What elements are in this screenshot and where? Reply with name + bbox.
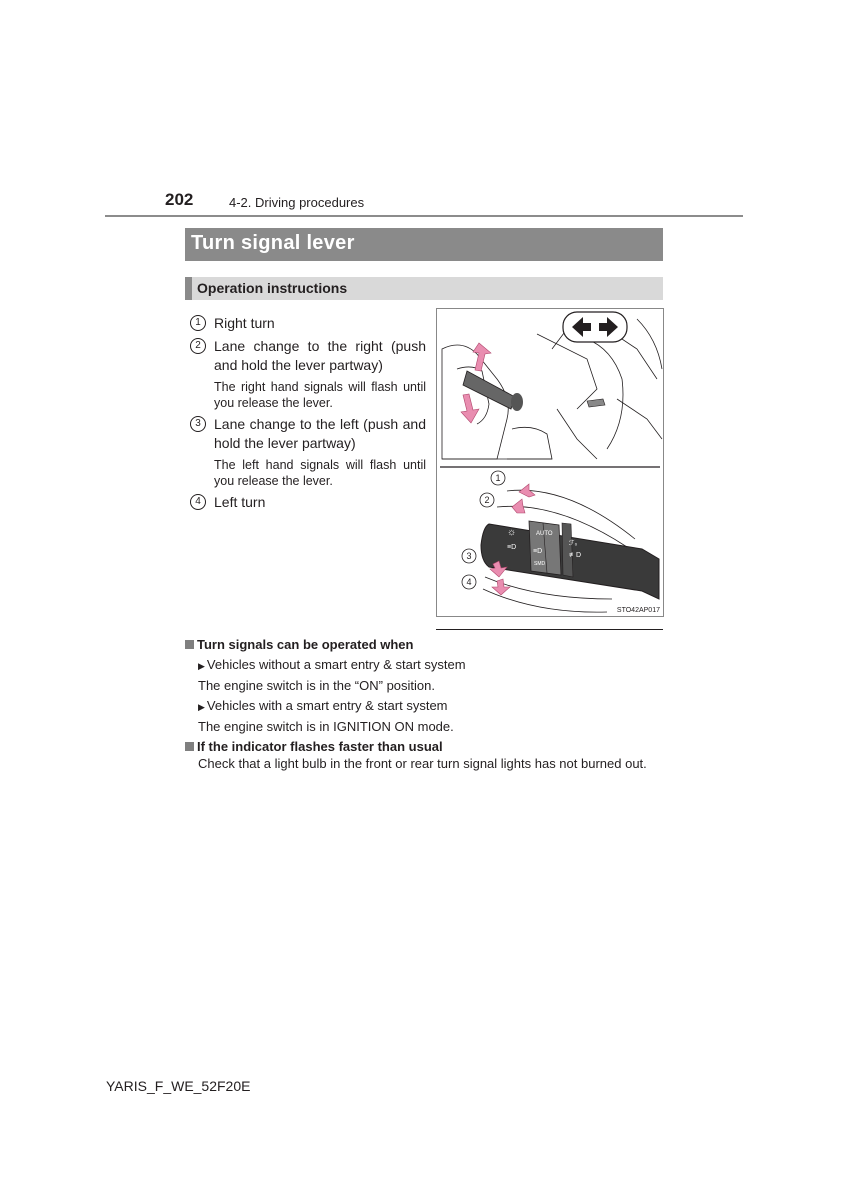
section-reference: 4-2. Driving procedures	[229, 195, 365, 210]
info-heading	[185, 635, 660, 655]
condition-text: The engine switch is in IGNITION ON mode.	[198, 719, 454, 734]
step-text: Lane change to the left (push and hold the lever partway)	[214, 416, 426, 451]
info-section	[185, 635, 660, 772]
step-text: Left turn	[214, 494, 266, 510]
callout-4: 4	[466, 577, 472, 587]
step-number: 4	[190, 494, 206, 510]
svg-text:ℱ₀: ℱ₀	[569, 540, 578, 547]
square-bullet-icon	[185, 640, 194, 649]
up-arrow-icon	[473, 343, 491, 371]
info-heading	[185, 737, 660, 757]
figure-divider	[436, 629, 663, 630]
condition-label: Vehicles without a smart entry & start system	[206, 656, 466, 672]
step-number: 2	[190, 338, 206, 354]
step-item	[190, 314, 426, 333]
info-heading-text: Turn signals can be operated when	[197, 637, 414, 652]
info-heading-text: If the indicator flashes faster than usual	[197, 738, 443, 754]
lane-right-arrow-icon	[512, 499, 525, 513]
info-text: Check that a light bulb in the front or rear turn signal lights has not burned out.	[198, 756, 647, 771]
lever-stalk-top	[463, 371, 605, 411]
svg-text:SMD: SMD	[534, 561, 546, 567]
down-arrow-icon	[461, 394, 479, 423]
header-rule	[105, 215, 743, 217]
step-item	[190, 337, 426, 375]
callout-2: 2	[484, 495, 490, 505]
title-bar	[185, 228, 663, 261]
step-number: 3	[190, 416, 206, 432]
condition-text: The engine switch is in the “ON” position.	[198, 678, 435, 693]
callout-1: 1	[495, 473, 501, 483]
svg-text:AUTO: AUTO	[536, 531, 553, 537]
svg-text:≡D: ≡D	[533, 548, 543, 555]
callout-3: 3	[466, 551, 472, 561]
step-text: Right turn	[214, 315, 275, 331]
triangle-bullet-icon: ▶	[198, 660, 205, 671]
step-note: The left hand signals will flash until you release the lever.	[214, 458, 426, 488]
step-item	[190, 493, 426, 512]
svg-text:☼: ☼	[507, 527, 517, 538]
subtitle: Operation instructions	[197, 280, 348, 296]
page-number: 202	[165, 190, 194, 209]
condition-item	[185, 655, 660, 677]
step-number: 1	[190, 315, 206, 331]
step-list	[190, 314, 426, 516]
condition-item	[185, 696, 660, 718]
svg-text:≡D: ≡D	[507, 544, 517, 551]
step-item	[190, 415, 426, 453]
left-turn-arrow-icon	[492, 579, 510, 595]
condition-label: Vehicles with a smart entry & start system	[206, 697, 448, 713]
step-text: Lane change to the right (push and hold the lever partway)	[214, 338, 426, 373]
subtitle-bar	[185, 277, 663, 300]
svg-text:≢D: ≢D	[569, 552, 582, 559]
footer-code: YARIS_F_WE_52F20E	[106, 1078, 251, 1094]
triangle-bullet-icon: ▶	[198, 701, 205, 712]
lever-illustration	[436, 308, 664, 617]
subtitle-accent	[185, 277, 192, 300]
direction-arrows	[563, 312, 627, 342]
page-title: Turn signal lever	[191, 232, 355, 254]
lever-drawing	[437, 309, 663, 616]
figure-code: STO42AP017	[616, 607, 660, 614]
step-note: The right hand signals will flash until you release the lever.	[214, 380, 426, 410]
square-bullet-icon	[185, 742, 194, 751]
